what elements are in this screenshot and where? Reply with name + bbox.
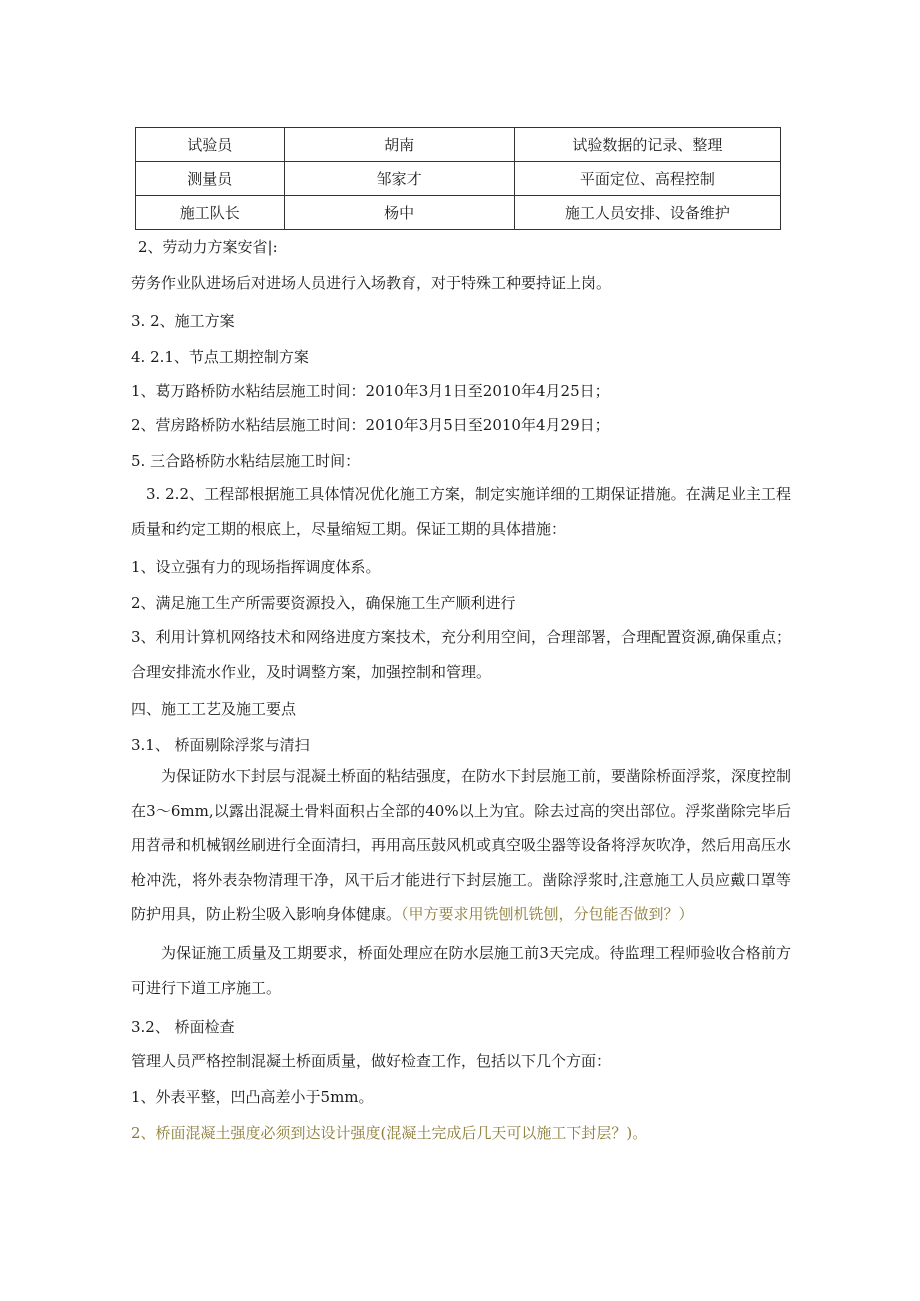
labor-heading: 2、劳动力方案安省|: — [138, 238, 278, 256]
duty-cell: 施工人员安排、设备维护 — [514, 196, 780, 230]
subsection-3-1-paragraph — [131, 759, 791, 932]
role-cell: 试验员 — [136, 128, 285, 162]
duty-cell: 平面定位、高程控制 — [514, 162, 780, 196]
section-4-heading: 四、施工工艺及施工要点 — [131, 700, 297, 718]
subsection-3-1-paragraph-2: 为保证施工质量及工期要求，桥面处理应在防水层施工前3天完成。待监理工程师验收合格前方可进行下道工序施工。 — [131, 944, 791, 997]
labor-text: 劳务作业队进场后对进场人员进行入场教育，对于特殊工种要持证上岗。 — [131, 274, 612, 292]
subsection-3-2-heading: 3.2、 桥面检查 — [131, 1018, 235, 1036]
subsection-3-1-heading: 3.1、 桥面剔除浮浆与清扫 — [131, 736, 310, 754]
schedule-item-3: 5. 三合路桥防水粘结层施工时间： — [131, 452, 361, 470]
schedule-item-1: 1、葛万路桥防水粘结层施工时间：2010年3月1日至2010年4月25日； — [131, 382, 610, 400]
check-item-2: 2、桥面混凝土强度必须到达设计强度(混凝土完成后几天可以施工下封层？)。 — [131, 1124, 648, 1142]
check-item-1: 1、外表平整，凹凸高差小于5mm。 — [131, 1088, 374, 1106]
table-row — [136, 162, 781, 196]
role-cell: 测量员 — [136, 162, 285, 196]
measure-item-2: 2、满足施工生产所需要资源投入，确保施工生产顺利进行 — [131, 594, 516, 612]
table-row — [136, 128, 781, 162]
duty-cell: 试验数据的记录、整理 — [514, 128, 780, 162]
name-cell: 邹家才 — [284, 162, 514, 196]
table-row — [136, 196, 781, 230]
subsection-3-2-intro: 管理人员严格控制混凝土桥面质量，做好检查工作，包括以下几个方面： — [131, 1052, 612, 1070]
subsection-3-1-text: 为保证防水下封层与混凝土桥面的粘结强度，在防水下封层施工前，要凿除桥面浮浆，深度控制在3～6mm,以露出混凝土骨料面积占全部的40%以上为宜。除去过高的突出部位。浮浆凿除完毕后用苕帚和机械钢丝刷进行全面清扫，再用高压鼓风机或真空吸尘器等设备将浮灰吹净，然后用高压水枪冲洗，将外表杂物清理干净，风干后才能进行下封层施工。凿除浮浆时,注意施工人员应戴口罩等防护用具，防止粉尘吸入影响身体健康。 — [131, 767, 792, 923]
name-cell: 杨中 — [284, 196, 514, 230]
schedule-item-2: 2、营房路桥防水粘结层施工时间：2010年3月5日至2010年4月29日； — [131, 416, 610, 434]
plan-heading: 3. 2、施工方案 — [131, 312, 235, 330]
staff-table — [135, 127, 781, 230]
review-note: （甲方要求用铣刨机铣刨，分包能否做到？） — [401, 905, 694, 923]
name-cell: 胡南 — [284, 128, 514, 162]
role-cell: 施工队长 — [136, 196, 285, 230]
measures-paragraph: 3. 2.2、工程部根据施工具体情况优化施工方案，制定实施详细的工期保证措施。在满足业主工程质量和约定工期的根底上，尽量缩短工期。保证工期的具体措施： — [131, 485, 791, 538]
measure-item-1: 1、设立强有力的现场指挥调度体系。 — [131, 558, 381, 576]
measure-item-3: 3、利用计算机网络技术和网络进度方案技术，充分利用空间，合理部署，合理配置资源,确保重点；合理安排流水作业，及时调整方案，加强控制和管理。 — [131, 628, 791, 681]
schedule-heading: 4. 2.1、节点工期控制方案 — [131, 348, 309, 366]
